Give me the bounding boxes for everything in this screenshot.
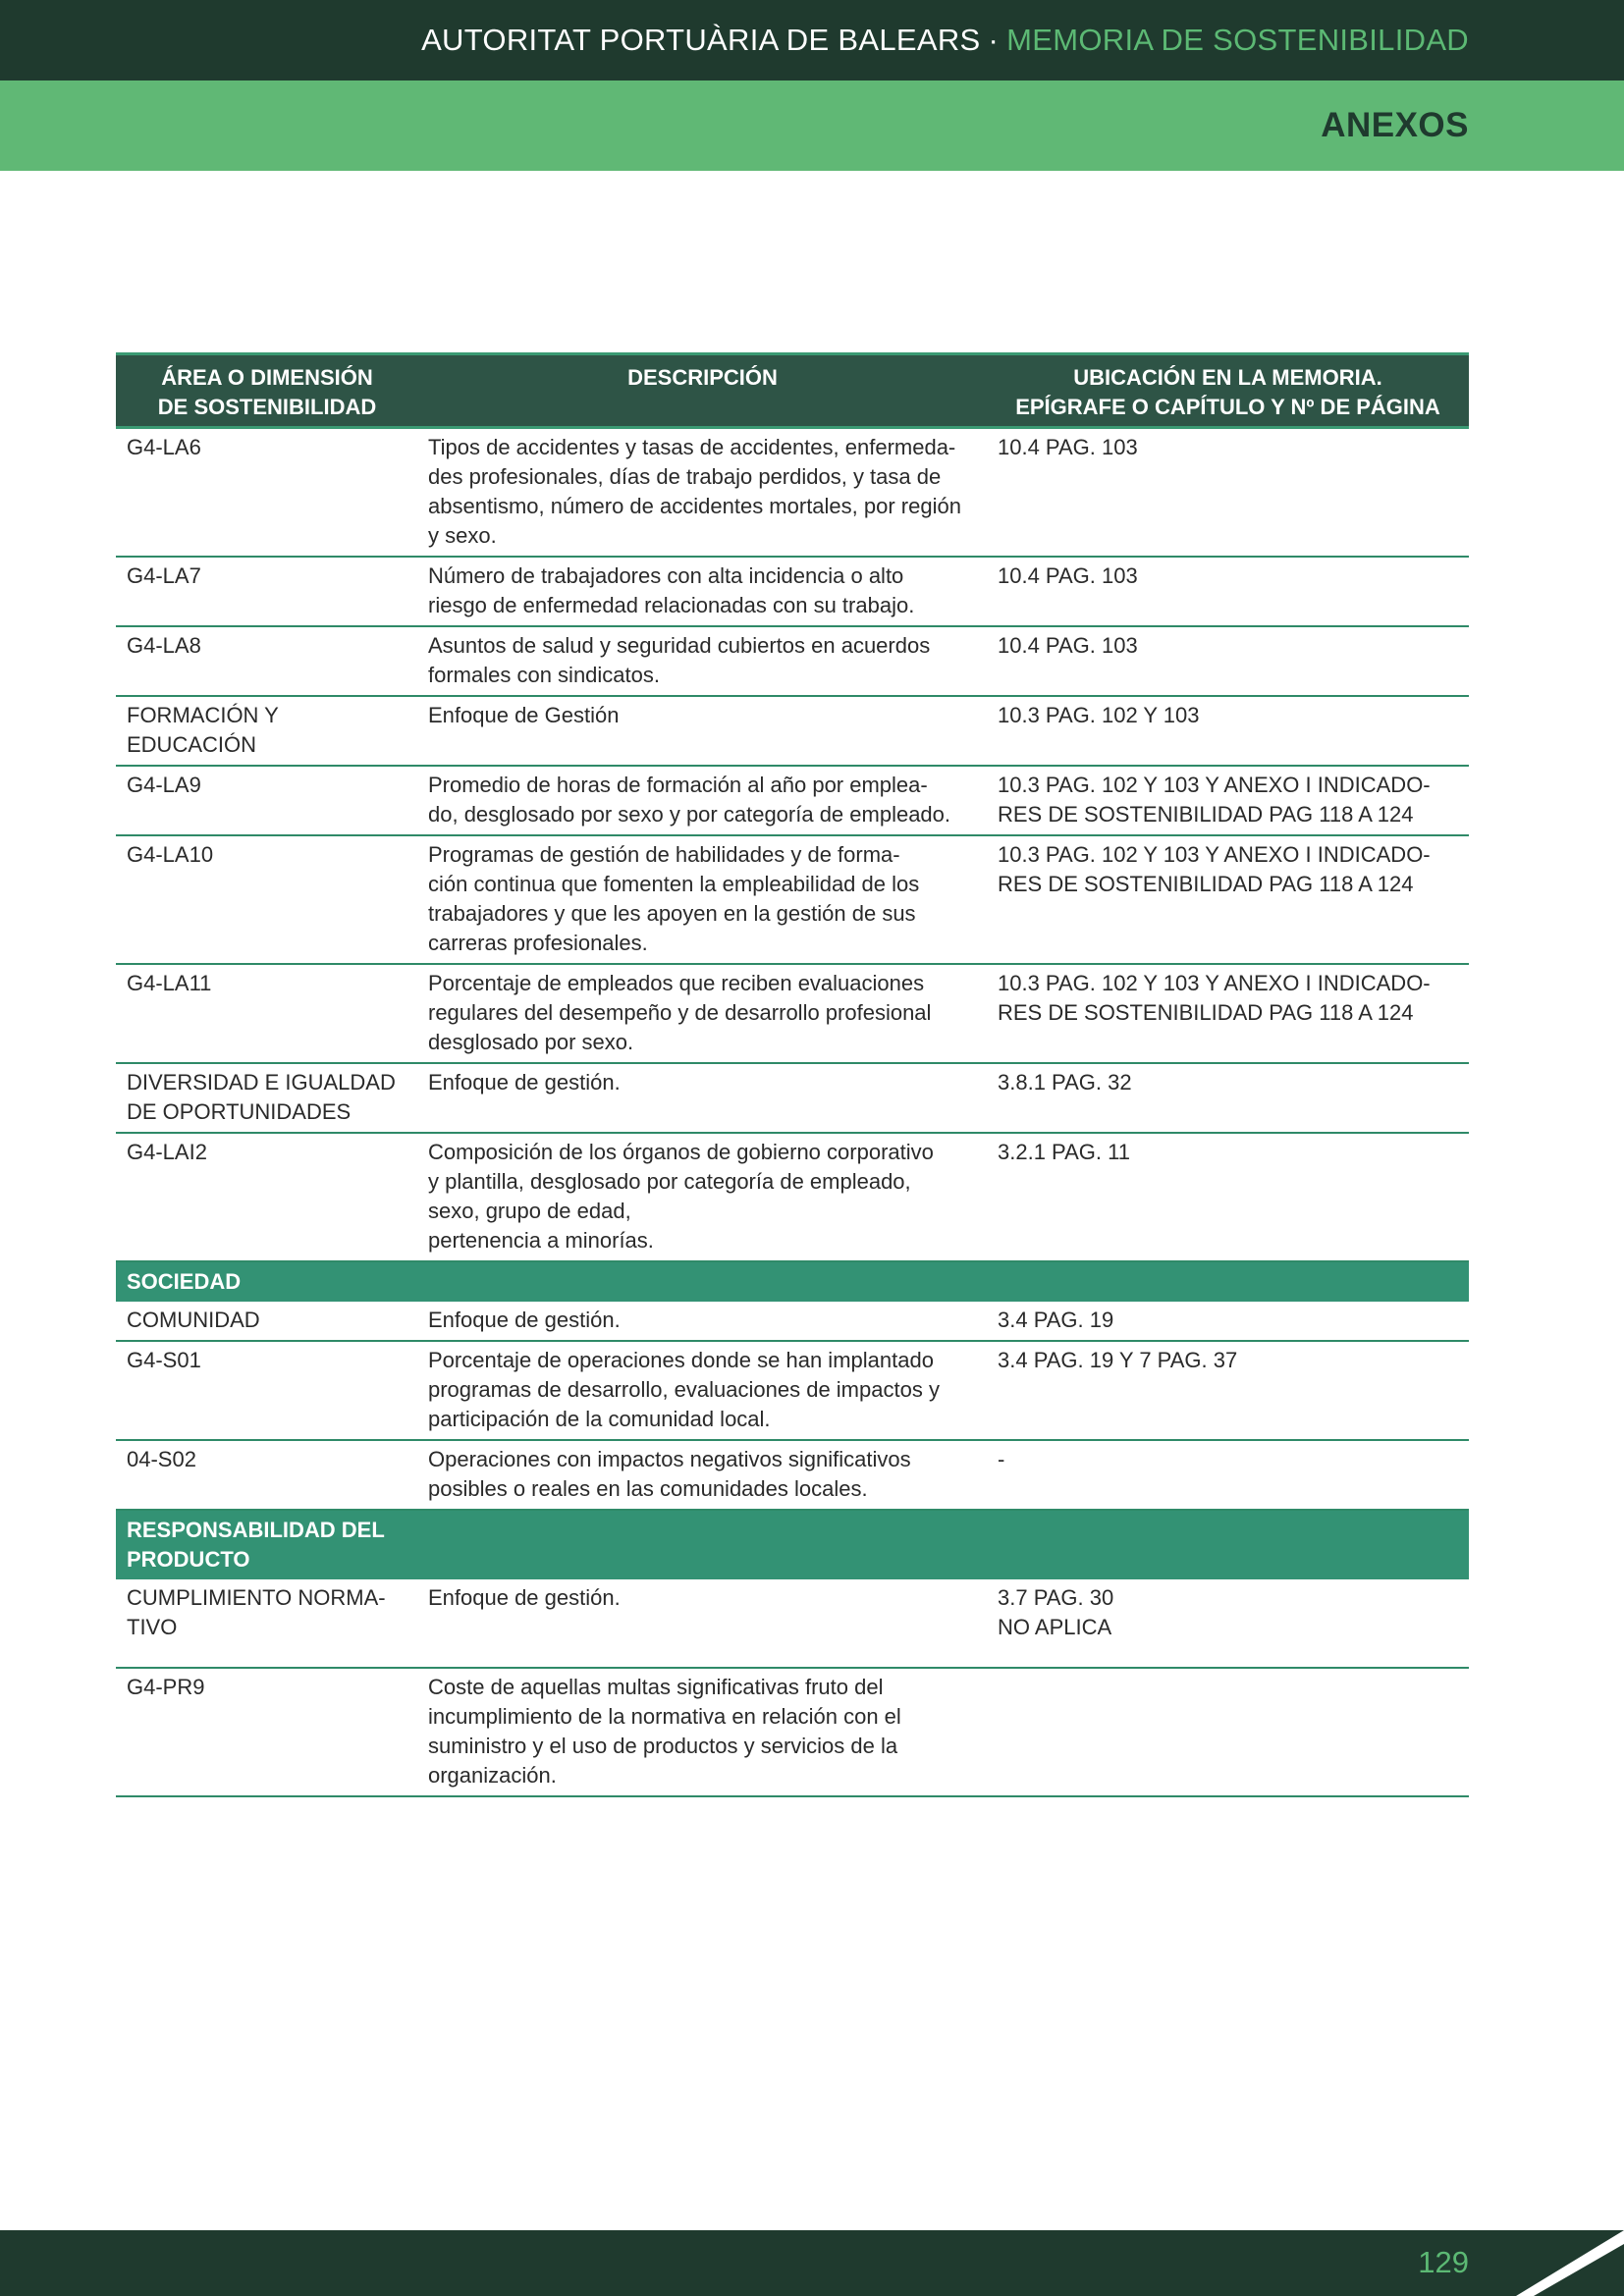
table-row bbox=[116, 1302, 1469, 1341]
section-title: ANEXOS bbox=[1321, 106, 1469, 144]
table-header-row bbox=[116, 354, 1469, 428]
cell-loc: 10.3 PAG. 102 Y 103 bbox=[987, 696, 1469, 766]
table-row bbox=[116, 1579, 1469, 1668]
cell-desc: Número de trabajadores con alta incidencia o alto riesgo de enfermedad relacionadas con su trabajo. bbox=[418, 557, 987, 626]
table-row bbox=[116, 428, 1469, 558]
table-row bbox=[116, 626, 1469, 696]
cell-area: G4-LA10 bbox=[116, 835, 418, 964]
cell-loc: 3.8.1 PAG. 32 bbox=[987, 1063, 1469, 1133]
section-band-label: RESPONSABILIDAD DEL PRODUCTO bbox=[116, 1510, 1469, 1579]
cell-desc: Enfoque de gestión. bbox=[418, 1302, 987, 1341]
cell-area: G4-PR9 bbox=[116, 1668, 418, 1796]
table-row bbox=[116, 1341, 1469, 1440]
cell-desc: Porcentaje de operaciones donde se han implantado programas de desarrollo, evaluaciones de impactos y participación de la comunidad local. bbox=[418, 1341, 987, 1440]
cell-loc: 10.3 PAG. 102 Y 103 Y ANEXO I INDICADO- RES DE SOSTENIBILIDAD PAG 118 A 124 bbox=[987, 835, 1469, 964]
table-row bbox=[116, 766, 1469, 835]
page-number: 129 bbox=[1418, 2245, 1469, 2279]
cell-desc: Operaciones con impactos negativos significativos posibles o reales en las comunidades locales. bbox=[418, 1440, 987, 1510]
cell-area: DIVERSIDAD E IGUALDAD DE OPORTUNIDADES bbox=[116, 1063, 418, 1133]
cell-desc: Enfoque de gestión. bbox=[418, 1063, 987, 1133]
header-location: UBICACIÓN EN LA MEMORIA. EPÍGRAFE O CAPÍTULO Y Nº DE PÁGINA bbox=[987, 354, 1469, 428]
table-row bbox=[116, 557, 1469, 626]
cell-loc: 10.4 PAG. 103 bbox=[987, 626, 1469, 696]
section-header-bar bbox=[0, 80, 1624, 171]
cell-desc: Enfoque de gestión. bbox=[418, 1579, 987, 1668]
footer-bar bbox=[0, 2230, 1624, 2296]
cell-loc: - bbox=[987, 1440, 1469, 1510]
table-row bbox=[116, 696, 1469, 766]
cell-desc: Programas de gestión de habilidades y de forma- ción continua que fomenten la empleabilidad de los trabajadores y que les apoyen en la gestión de sus carreras profesionales. bbox=[418, 835, 987, 964]
table-body bbox=[116, 428, 1469, 1797]
corner-stripe-decoration bbox=[1516, 2230, 1624, 2296]
cell-loc: 10.4 PAG. 103 bbox=[987, 428, 1469, 558]
cell-area: CUMPLIMIENTO NORMA- TIVO bbox=[116, 1579, 418, 1668]
table-row bbox=[116, 1133, 1469, 1261]
cell-loc: 3.4 PAG. 19 bbox=[987, 1302, 1469, 1341]
cell-desc: Tipos de accidentes y tasas de accidentes, enfermeda- des profesionales, días de trabajo perdidos, y tasa de absentismo, número de accidentes mortales, por región y sexo. bbox=[418, 428, 987, 558]
cell-area: G4-LA8 bbox=[116, 626, 418, 696]
cell-loc: 3.4 PAG. 19 Y 7 PAG. 37 bbox=[987, 1341, 1469, 1440]
cell-area: FORMACIÓN Y EDUCACIÓN bbox=[116, 696, 418, 766]
gri-index-table bbox=[116, 352, 1469, 1797]
section-band-row bbox=[116, 1510, 1469, 1579]
cell-desc: Promedio de horas de formación al año por emplea- do, desglosado por sexo y por categoría de empleado. bbox=[418, 766, 987, 835]
cell-loc: 3.2.1 PAG. 11 bbox=[987, 1133, 1469, 1261]
cell-desc: Porcentaje de empleados que reciben evaluaciones regulares del desempeño y de desarrollo profesional desglosado por sexo. bbox=[418, 964, 987, 1063]
gri-index-table-container bbox=[116, 352, 1469, 1797]
cell-area: G4-S01 bbox=[116, 1341, 418, 1440]
table-row bbox=[116, 1440, 1469, 1510]
cell-area: G4-LA9 bbox=[116, 766, 418, 835]
top-header-bar bbox=[0, 0, 1624, 80]
cell-area: G4-LA11 bbox=[116, 964, 418, 1063]
cell-area: COMUNIDAD bbox=[116, 1302, 418, 1341]
cell-area: G4-LA6 bbox=[116, 428, 418, 558]
cell-desc: Asuntos de salud y seguridad cubiertos en acuerdos formales con sindicatos. bbox=[418, 626, 987, 696]
cell-loc: 10.3 PAG. 102 Y 103 Y ANEXO I INDICADO- RES DE SOSTENIBILIDAD PAG 118 A 124 bbox=[987, 964, 1469, 1063]
cell-desc: Enfoque de Gestión bbox=[418, 696, 987, 766]
cell-area: 04-S02 bbox=[116, 1440, 418, 1510]
cell-loc bbox=[987, 1668, 1469, 1796]
cell-loc: 10.4 PAG. 103 bbox=[987, 557, 1469, 626]
header-description: DESCRIPCIÓN bbox=[418, 354, 987, 428]
header-area: ÁREA O DIMENSIÓN DE SOSTENIBILIDAD bbox=[116, 354, 418, 428]
section-band-row bbox=[116, 1261, 1469, 1302]
table-row bbox=[116, 964, 1469, 1063]
header-separator: · bbox=[988, 23, 1000, 57]
table-row bbox=[116, 1063, 1469, 1133]
section-band-label: SOCIEDAD bbox=[116, 1261, 1469, 1302]
document-subtitle: MEMORIA DE SOSTENIBILIDAD bbox=[1006, 23, 1469, 57]
cell-loc: 10.3 PAG. 102 Y 103 Y ANEXO I INDICADO- RES DE SOSTENIBILIDAD PAG 118 A 124 bbox=[987, 766, 1469, 835]
cell-desc: Composición de los órganos de gobierno corporativo y plantilla, desglosado por categoría de empleado, sexo, grupo de edad, pertenencia a minorías. bbox=[418, 1133, 987, 1261]
table-row bbox=[116, 835, 1469, 964]
cell-area: G4-LA7 bbox=[116, 557, 418, 626]
table-row bbox=[116, 1668, 1469, 1796]
cell-area: G4-LAI2 bbox=[116, 1133, 418, 1261]
organization-name: AUTORITAT PORTUÀRIA DE BALEARS bbox=[421, 23, 981, 57]
cell-loc: 3.7 PAG. 30 NO APLICA bbox=[987, 1579, 1469, 1668]
cell-desc: Coste de aquellas multas significativas fruto del incumplimiento de la normativa en relación con el suministro y el uso de productos y servicios de la organización. bbox=[418, 1668, 987, 1796]
